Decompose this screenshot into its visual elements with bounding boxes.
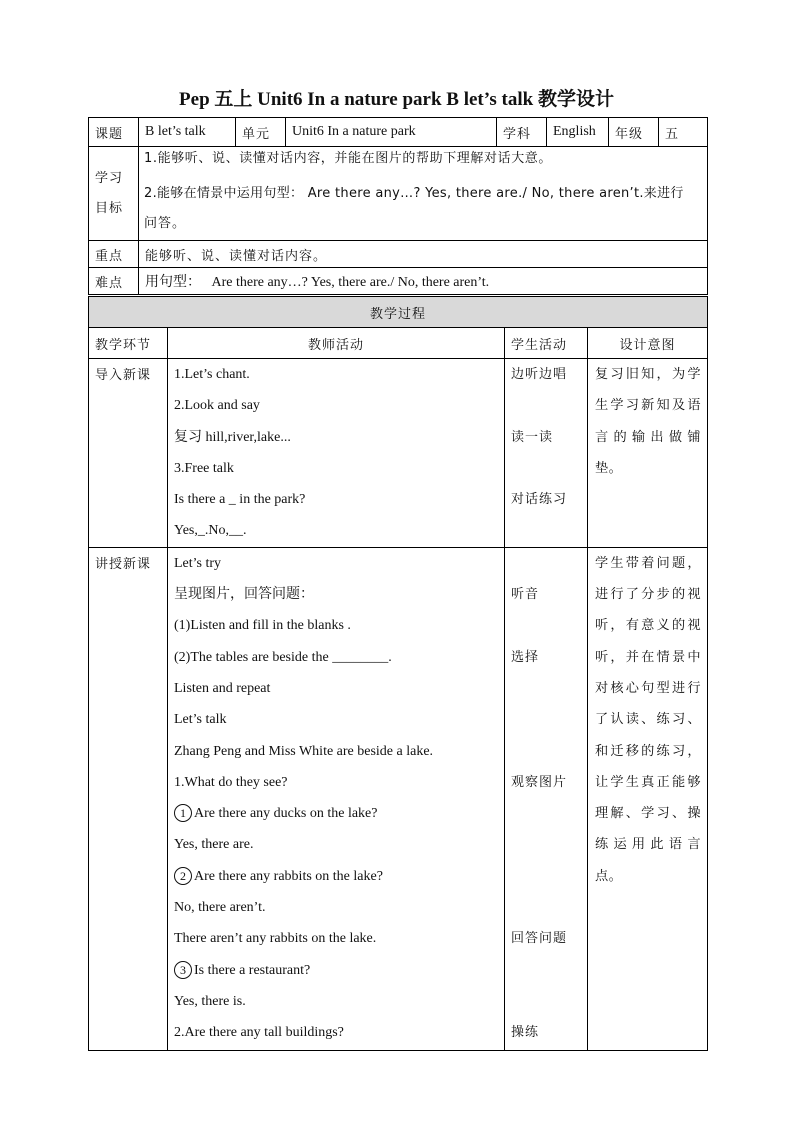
new-teacher-text: 呈现图片，回答问题：	[174, 587, 314, 603]
new-student-line: 回答问题	[511, 931, 568, 947]
objectives-row	[89, 147, 708, 241]
subject-label: 学科	[497, 118, 547, 147]
header-intent: 设计意图	[588, 328, 708, 359]
circled-number: 2	[174, 867, 192, 885]
new-student-line	[511, 861, 587, 892]
new-teacher-text: Is there a restaurant?	[194, 962, 311, 978]
new-student-line	[511, 736, 587, 767]
intro-stage: 导入新课	[89, 359, 168, 548]
new-teacher-line	[174, 923, 504, 954]
intro-student-line: 对话练习	[511, 492, 568, 508]
new-stage: 讲授新课	[89, 547, 168, 1050]
new-teacher-line	[174, 829, 504, 860]
new-teacher-line	[174, 955, 504, 986]
new-teacher-text: Zhang Peng and Miss White are beside a lake.	[174, 743, 434, 759]
new-teacher-line	[174, 579, 504, 610]
new-teacher-text: 1.What do they see?	[174, 774, 288, 790]
new-student-line	[511, 673, 587, 704]
header-teacher: 教师活动	[168, 328, 505, 359]
key-point-label: 重点	[89, 241, 139, 268]
intro-student-line	[511, 453, 587, 484]
intro-student-line: 边听边唱	[511, 367, 568, 382]
new-student-line	[511, 610, 587, 641]
intro-teacher-line: 1.Let’s chant.	[174, 367, 250, 382]
new-teacher-text: Are there any ducks on the lake?	[194, 806, 378, 822]
intro-teacher-line: Is there a _ in the park?	[174, 492, 306, 508]
new-teacher-line	[174, 548, 504, 579]
new-student-line: 观察图片	[511, 774, 568, 790]
new-student-line: 选择	[511, 649, 540, 665]
circled-number: 3	[174, 961, 192, 979]
new-teacher-line	[174, 642, 504, 673]
new-teacher-text: Yes, there are.	[174, 837, 254, 853]
new-student-line	[511, 986, 587, 1017]
intro-teacher-line: 复习 hill,river,lake...	[174, 429, 291, 445]
circled-number: 1	[174, 804, 192, 822]
new-student-line	[511, 892, 587, 923]
process-header-row	[89, 328, 708, 359]
key-point-row	[89, 241, 708, 268]
intro-student-line	[511, 390, 587, 421]
header-stage: 教学环节	[89, 328, 168, 359]
new-student-line	[511, 798, 587, 829]
objectives-label-2: 目标	[95, 200, 124, 216]
intro-teacher-line: Yes,_.No,__.	[174, 523, 247, 539]
new-teacher-line	[174, 673, 504, 704]
new-intent: 学生带着问题，进行了分步的视听，有意义的视听，并在情景中对核心句型进行了认读、练习、和迁移的练习，让学生真正能够理解、学习、操练运用此语言点。	[588, 547, 708, 1050]
topic-value: B let’s talk	[139, 118, 236, 147]
difficulty-row	[89, 268, 708, 295]
new-teacher-text: Listen and repeat	[174, 680, 271, 696]
process-table	[88, 296, 708, 1051]
new-student-line: 操练	[511, 1025, 540, 1041]
objective-2: 2.能够在情景中运用句型： Are there any…? Yes, there are./ No, there aren’t.来进行	[144, 186, 684, 201]
new-teacher-text: (2)The tables are beside the ________.	[174, 649, 392, 665]
topic-label: 课题	[89, 118, 139, 147]
new-teacher-line	[174, 892, 504, 923]
info-table	[88, 117, 708, 295]
new-section-row	[89, 547, 708, 1050]
intro-intent: 复习旧知，为学生学习新知及语言的输出做铺垫。	[588, 359, 708, 548]
new-teacher-text: Let’s talk	[174, 712, 227, 728]
new-teacher-text: There aren’t any rabbits on the lake.	[174, 931, 377, 947]
grade-value: 五	[659, 118, 708, 147]
new-student-activities	[505, 547, 588, 1050]
process-heading: 教学过程	[89, 297, 708, 328]
new-teacher-activities	[168, 547, 505, 1050]
new-teacher-line	[174, 736, 504, 767]
new-teacher-line	[174, 767, 504, 798]
objectives-label-1: 学习	[95, 170, 124, 186]
new-teacher-line	[174, 610, 504, 641]
new-teacher-text: No, there aren’t.	[174, 900, 266, 916]
new-teacher-text: Let’s try	[174, 555, 222, 571]
new-teacher-line	[174, 1017, 504, 1048]
new-teacher-text: Are there any rabbits on the lake?	[194, 868, 383, 884]
new-student-line	[511, 955, 587, 986]
new-student-line	[511, 548, 587, 579]
grade-label: 年级	[609, 118, 659, 147]
new-teacher-line	[174, 704, 504, 735]
new-student-line	[511, 829, 587, 860]
intro-student-line: 读一读	[511, 429, 554, 445]
key-point-text: 能够听、说、读懂对话内容。	[139, 241, 708, 268]
new-teacher-line	[174, 861, 504, 892]
unit-label: 单元	[236, 118, 286, 147]
new-teacher-text: (1)Listen and fill in the blanks .	[174, 618, 351, 634]
process-heading-row	[89, 297, 708, 328]
intro-teacher-line: 3.Free talk	[174, 460, 234, 476]
difficulty-label: 难点	[89, 268, 139, 295]
info-row	[89, 118, 708, 147]
subject-value: English	[547, 118, 609, 147]
document-title: Pep 五上 Unit6 In a nature park B let’s talk 教学设计	[179, 89, 614, 110]
new-teacher-text: 2.Are there any tall buildings?	[174, 1025, 344, 1041]
intro-section-row	[89, 359, 708, 548]
difficulty-text: 用句型： Are there any…? Yes, there are./ No, there aren’t.	[139, 268, 708, 295]
intro-student-activities	[505, 359, 588, 548]
new-teacher-line	[174, 986, 504, 1017]
objective-2-continued: 问答。	[144, 216, 187, 231]
intro-teacher-line: 2.Look and say	[174, 398, 260, 414]
header-student: 学生活动	[505, 328, 588, 359]
intro-teacher-activities	[168, 359, 505, 548]
new-student-line: 听音	[511, 587, 540, 603]
new-teacher-text: Yes, there is.	[174, 993, 246, 1009]
unit-value: Unit6 In a nature park	[286, 118, 497, 147]
objective-1: 1.能够听、说、读懂对话内容，并能在图片的帮助下理解对话大意。	[144, 151, 553, 166]
new-teacher-line	[174, 798, 504, 829]
new-student-line	[511, 704, 587, 735]
intro-student-line	[511, 515, 587, 546]
